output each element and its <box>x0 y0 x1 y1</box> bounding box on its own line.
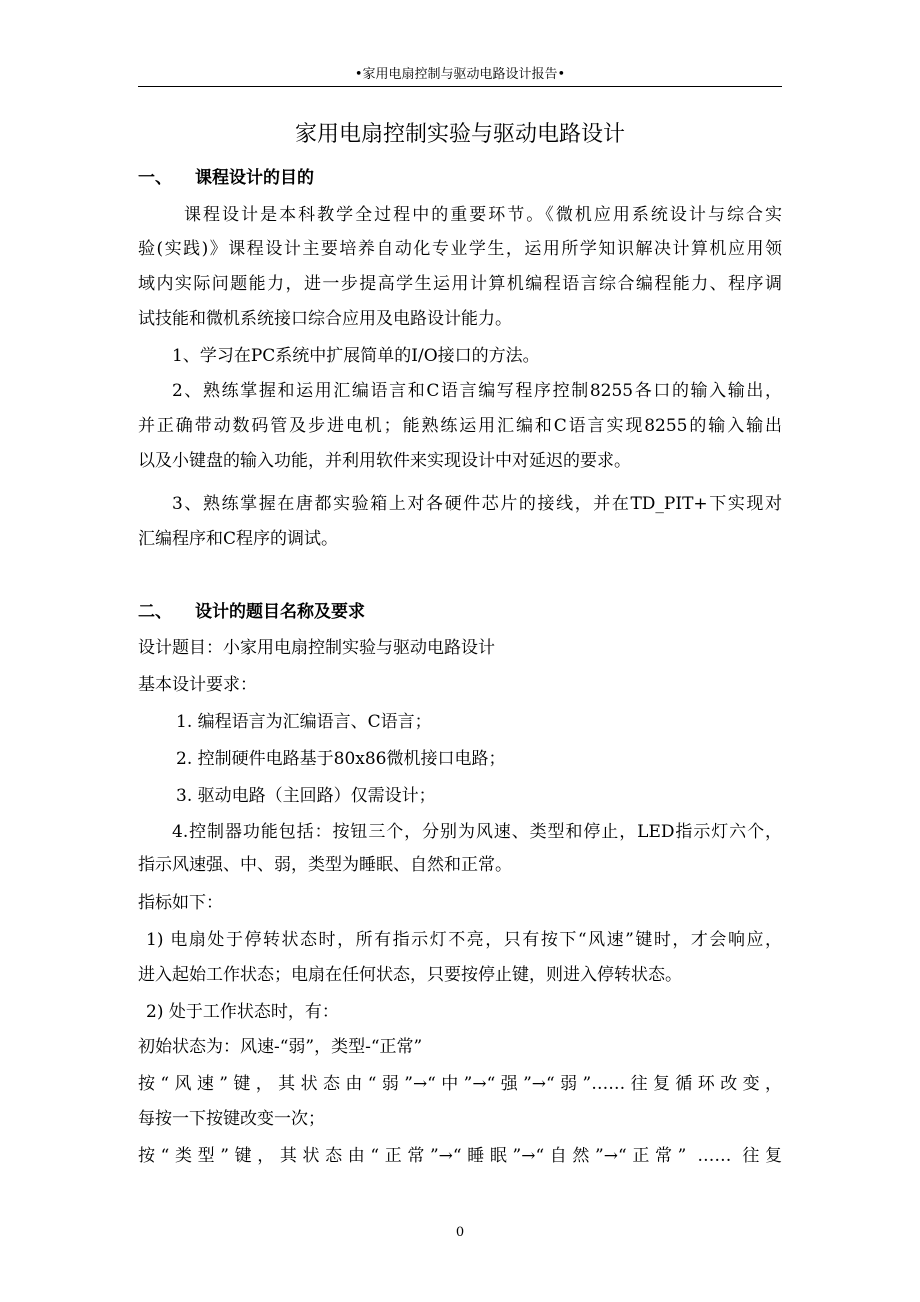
purpose-item-3-line-1: 3、熟练掌握在唐都实验箱上对各硬件芯片的接线，并在TD_PIT+下实现对 <box>172 494 782 514</box>
indicator-1-line-1: 1) 电扇处于停转状态时，所有指示灯不亮，只有按下“风速”键时，才会响应， <box>146 930 782 950</box>
section-2-title: 设计的题目名称及要求 <box>195 602 365 622</box>
indicator-2: 2) 处于工作状态时，有： <box>146 1002 339 1022</box>
speed-key-line-1: 按“风速”键，其状态由“弱”→“中”→“强”→“弱”……往复循环改变， <box>138 1074 783 1094</box>
requirement-4-line-1: 4.控制器功能包括：按钮三个，分别为风速、类型和停止，LED指示灯六个， <box>172 822 782 842</box>
purpose-item-2-line-1: 2、熟练掌握和运用汇编语言和C语言编写程序控制8255各口的输入输出， <box>172 381 782 401</box>
section-1-number: 一、 <box>138 168 172 188</box>
type-key-line: 按“类型”键，其状态由“正常”→“睡眠”→“自然”→“正常” …… 往复 <box>138 1146 782 1166</box>
purpose-item-2-line-3: 以及小键盘的输入功能，并利用软件来实现设计中对延迟的要求。 <box>138 451 631 471</box>
indicators-label: 指标如下： <box>138 893 223 913</box>
purpose-para-line-3: 域内实际问题能力，进一步提高学生运用计算机编程语言综合编程能力、程序调 <box>138 274 782 294</box>
running-header: •家用电扇控制与驱动电路设计报告• <box>354 67 566 82</box>
section-2-heading <box>138 600 365 624</box>
section-1-title: 课程设计的目的 <box>195 168 314 188</box>
speed-key-line-2: 每按一下按键改变一次； <box>138 1109 325 1129</box>
requirement-1: 1. 编程语言为汇编语言、C语言； <box>176 712 432 732</box>
requirement-4-line-2: 指示风速强、中、弱，类型为睡眠、自然和正常。 <box>138 855 512 875</box>
indicator-1-line-2: 进入起始工作状态；电扇在任何状态，只要按停止键，则进入停转状态。 <box>138 965 682 985</box>
design-topic: 设计题目：小家用电扇控制实验与驱动电路设计 <box>138 638 495 658</box>
requirement-2: 2. 控制硬件电路基于80x86微机接口电路； <box>176 749 506 769</box>
purpose-para-line-1: 课程设计是本科教学全过程中的重要环节。《微机应用系统设计与综合实 <box>184 205 782 225</box>
document-title: 家用电扇控制实验与驱动电路设计 <box>294 122 625 147</box>
section-2-number: 二、 <box>138 602 172 622</box>
header-rule <box>138 86 782 87</box>
purpose-item-1: 1、学习在PC系统中扩展简单的I/O接口的方法。 <box>172 346 540 366</box>
initial-state: 初始状态为：风速-“弱”，类型-“正常” <box>138 1037 423 1057</box>
purpose-para-line-4: 试技能和微机系统接口综合应用及电路设计能力。 <box>138 309 512 329</box>
section-1-heading <box>138 166 314 190</box>
basic-requirements-label: 基本设计要求： <box>138 675 257 695</box>
purpose-para-line-2: 验(实践)》课程设计主要培养自动化专业学生，运用所学知识解决计算机应用领 <box>138 239 782 259</box>
purpose-item-3-line-2: 汇编程序和C程序的调试。 <box>138 529 339 549</box>
purpose-item-2-line-2: 并正确带动数码管及步进电机；能熟练运用汇编和C语言实现8255的输入输出 <box>138 416 782 436</box>
requirement-3: 3. 驱动电路（主回路）仅需设计； <box>176 786 436 806</box>
page-number: 0 <box>455 1225 465 1240</box>
